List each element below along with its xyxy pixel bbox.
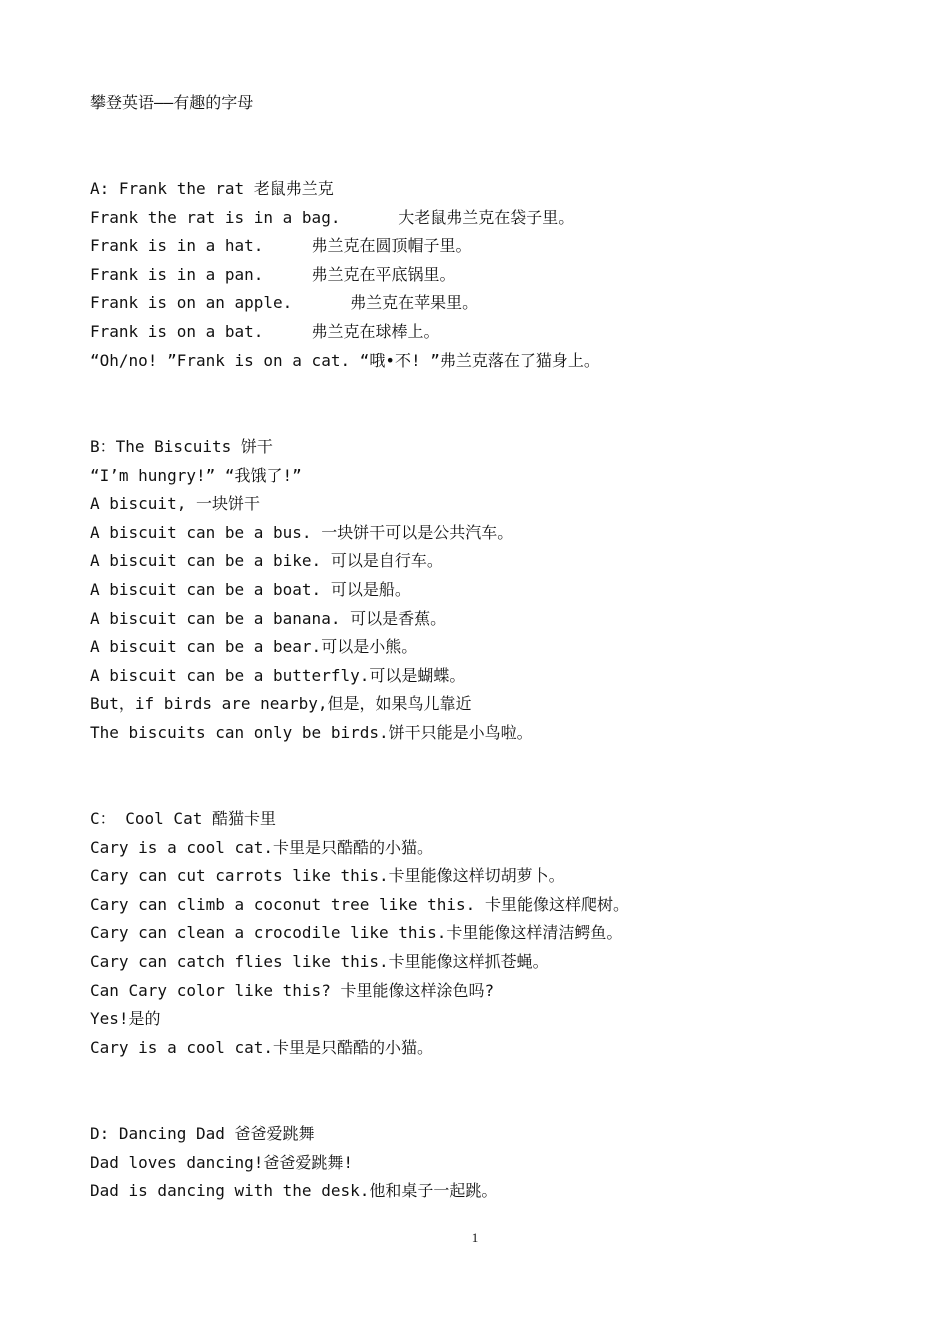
page-number: 1 xyxy=(471,1230,479,1245)
text-line: Frank is in a pan. 弗兰克在平底锅里。 xyxy=(90,264,456,284)
text-line: Frank is on an apple. 弗兰克在苹果里。 xyxy=(90,293,479,313)
text-line: A biscuit can be a bus. 一块饼干可以是公共汽车。 xyxy=(90,522,514,542)
text-line: Dad is dancing with the desk.他和桌子一起跳。 xyxy=(90,1181,498,1201)
text-line: A biscuit can be a banana. 可以是香蕉。 xyxy=(90,608,447,628)
text-line: A biscuit can be a bike. 可以是自行车。 xyxy=(90,551,443,571)
text-line: Cary can clean a crocodile like this.卡里能像这样清洁鳄鱼。 xyxy=(90,923,623,943)
section-c xyxy=(90,805,890,1062)
section-heading: D: Dancing Dad 爸爸爱跳舞 xyxy=(90,1124,315,1143)
section-a xyxy=(90,175,890,375)
text-line: Dad loves dancing!爸爸爱跳舞! xyxy=(90,1152,354,1172)
text-line: Cary is a cool cat.卡里是只酷酷的小猫。 xyxy=(90,1037,434,1057)
section-heading: A: Frank the rat 老鼠弗兰克 xyxy=(90,179,334,198)
text-line: Frank the rat is in a bag. 大老鼠弗兰克在袋子里。 xyxy=(90,207,575,227)
text-line: But，if birds are nearby,但是，如果鸟儿靠近 xyxy=(90,694,472,714)
text-line: Cary is a cool cat.卡里是只酷酷的小猫。 xyxy=(90,837,434,857)
text-line: A biscuit can be a bear.可以是小熊。 xyxy=(90,637,418,657)
text-line: Frank is on a bat. 弗兰克在球棒上。 xyxy=(90,321,440,341)
document-title: 攀登英语——有趣的字母 xyxy=(90,93,254,112)
section-heading: C： Cool Cat 酷猫卡里 xyxy=(90,809,276,828)
text-line: Cary can cut carrots like this.卡里能像这样切胡萝卜。 xyxy=(90,866,565,886)
text-line: Cary can climb a coconut tree like this. 卡里能像这样爬树。 xyxy=(90,894,629,914)
text-line: The biscuits can only be birds.饼干只能是小鸟啦。 xyxy=(90,722,533,742)
text-line: A biscuit, 一块饼干 xyxy=(90,494,260,514)
text-line: A biscuit can be a butterfly.可以是蝴蝶。 xyxy=(90,665,466,685)
text-line: Can Cary color like this? 卡里能像这样涂色吗? xyxy=(90,980,495,1000)
section-d xyxy=(90,1120,890,1206)
text-line: Yes!是的 xyxy=(90,1009,161,1029)
text-line: Cary can catch flies like this.卡里能像这样抓苍蝇。 xyxy=(90,951,549,971)
text-line: Frank is in a hat. 弗兰克在圆顶帽子里。 xyxy=(90,236,472,256)
text-line: “I’m hungry!” “我饿了!” xyxy=(90,465,302,485)
section-b xyxy=(90,433,890,748)
text-line: “Oh/no! ”Frank is on a cat. “哦•不! ”弗兰克落在了猫身上。 xyxy=(90,350,600,370)
section-heading: B：The Biscuits 饼干 xyxy=(90,437,273,456)
text-line: A biscuit can be a boat. 可以是船。 xyxy=(90,579,411,599)
